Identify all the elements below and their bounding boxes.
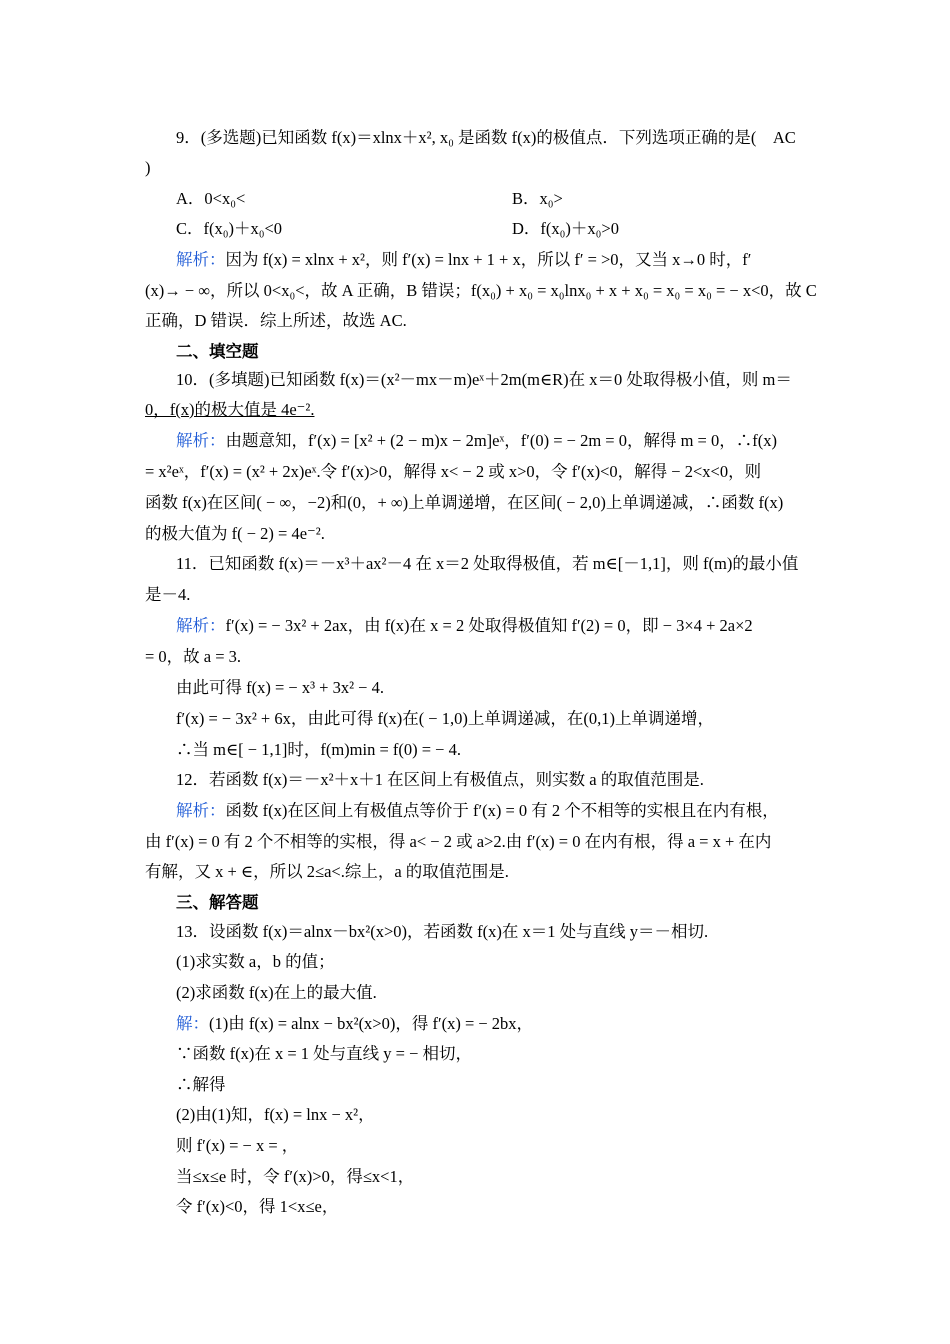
solution-text: (1)由 f(x) = alnx − bx²(x>0)，得 f′(x) = − 2bx， [209,1014,534,1033]
q9-analysis-line2: (x)→ − ∞，所以 0<x₀<，故 A 正确，B 错误；f(x₀) + x₀ = x₀lnx₀ + x + x₀ = x₀ = x₀ = − x<0，故 C [145,281,817,300]
q13-solution-line7: 令 f′(x)<0，得 1<x≤e， [176,1197,339,1216]
q13-part2: (2)求函数 f(x)在上的最大值. [176,983,377,1002]
analysis-label: 解析： [176,431,226,450]
q10-analysis-line2: = x²eˣ，f′(x) = (x² + 2x)eˣ.令 f′(x)>0，解得 x< − 2 或 x>0，令 f′(x)<0，解得 − 2<x<0，则 [145,462,762,481]
q13-solution-line6: 当≤x≤e 时，令 f′(x)>0，得≤x<1， [176,1167,415,1186]
q11-analysis-line5: ∴当 m∈[ − 1,1]时，f(m)min = f(0) = − 4. [176,740,461,759]
q11-stem-line1: 11．已知函数 f(x)＝－x³＋ax²－4 在 x＝2 处取得极值，若 m∈[－1,1]，则 f(m)的最小值 [176,554,799,573]
q11-analysis-line4: f′(x) = − 3x² + 6x，由此可得 f(x)在( − 1,0)上单调递减，在(0,1)上单调递增， [176,709,714,728]
q13-stem: 13．设函数 f(x)＝alnx－bx²(x>0)，若函数 f(x)在 x＝1 处与直线 y＝－相切. [176,922,709,941]
q12-analysis-line1 [176,800,779,822]
q13-part1: (1)求实数 a，b 的值； [176,952,335,971]
q13-solution-line1 [176,1013,533,1035]
q9-option-a: A．0<x₀< [176,189,246,208]
q10-stem-line2: 0，f(x)的极大值是 4e⁻². [145,400,315,419]
analysis-text: 由题意知，f′(x) = [x² + (2 − m)x − 2m]eˣ，f′(0) = − 2m = 0，解得 m = 0，∴f(x) [225,431,777,450]
solution-label: 解： [176,1014,209,1033]
q10-analysis-line1 [176,430,777,452]
q9-option-b: B．x₀> [512,189,563,208]
q12-analysis-line2: 由 f′(x) = 0 有 2 个不相等的实根，得 a< − 2 或 a>2.由 f′(x) = 0 在内有根，得 a = x + 在内 [145,832,772,851]
q9-analysis-line3: 正确，D 错误．综上所述，故选 AC. [145,311,407,330]
q9-analysis-line1 [176,249,751,271]
q11-stem-line2: 是－4. [145,585,191,604]
q9-stem-line2: ) [145,158,151,177]
q10-analysis-line4: 的极大值为 f( − 2) = 4e⁻². [145,524,325,543]
q9-stem-line1: 9．(多选题)已知函数 f(x)＝xlnx＋x², x₀ 是函数 f(x)的极值点．下列选项正确的是( AC [176,128,796,147]
section-heading-fill-in: 二、填空题 [176,342,259,361]
analysis-label: 解析： [176,801,226,820]
q11-analysis-line2: = 0，故 a = 3. [145,647,242,666]
q9-option-d: D．f(x₀)＋x₀>0 [512,219,619,238]
q11-analysis-line3: 由此可得 f(x) = − x³ + 3x² − 4. [176,678,384,697]
q10-analysis-line3: 函数 f(x)在区间( − ∞，−2)和(0，+ ∞)上单调递增，在区间( − 2,0)上单调递减，∴函数 f(x) [145,493,784,512]
q13-solution-line5: 则 f′(x) = − x = ， [176,1136,299,1155]
q12-analysis-line3: 有解，又 x + ∈，所以 2≤a<.综上，a 的取值范围是. [145,862,509,881]
q13-solution-line2: ∵函数 f(x)在 x = 1 处与直线 y = − 相切， [176,1044,473,1063]
analysis-text: f′(x) = − 3x² + 2ax，由 f(x)在 x = 2 处取得极值知 f′(2) = 0，即 − 3×4 + 2a×2 [225,616,753,635]
analysis-text: 因为 f(x) = xlnx + x²，则 f′(x) = lnx + 1 + x，所以 f′ = >0，又当 x→0 时，f′ [225,250,752,269]
q9-option-c: C．f(x₀)＋x₀<0 [176,219,283,238]
q11-analysis-line1 [176,615,753,637]
section-heading-solutions: 三、解答题 [176,893,259,912]
analysis-label: 解析： [176,250,226,269]
q12-stem: 12．若函数 f(x)＝－x²＋x＋1 在区间上有极值点，则实数 a 的取值范围是. [176,770,704,789]
q13-solution-line4: (2)由(1)知，f(x) = lnx − x²， [176,1105,375,1124]
analysis-label: 解析： [176,616,226,635]
analysis-text: 函数 f(x)在区间上有极值点等价于 f′(x) = 0 有 2 个不相等的实根且在内有根， [225,801,779,820]
q10-stem-line1: 10．(多填题)已知函数 f(x)＝(x²－mx－m)eˣ＋2m(m∈R)在 x＝0 处取得极小值，则 m＝ [176,370,792,389]
q13-solution-line3: ∴解得 [176,1075,226,1094]
